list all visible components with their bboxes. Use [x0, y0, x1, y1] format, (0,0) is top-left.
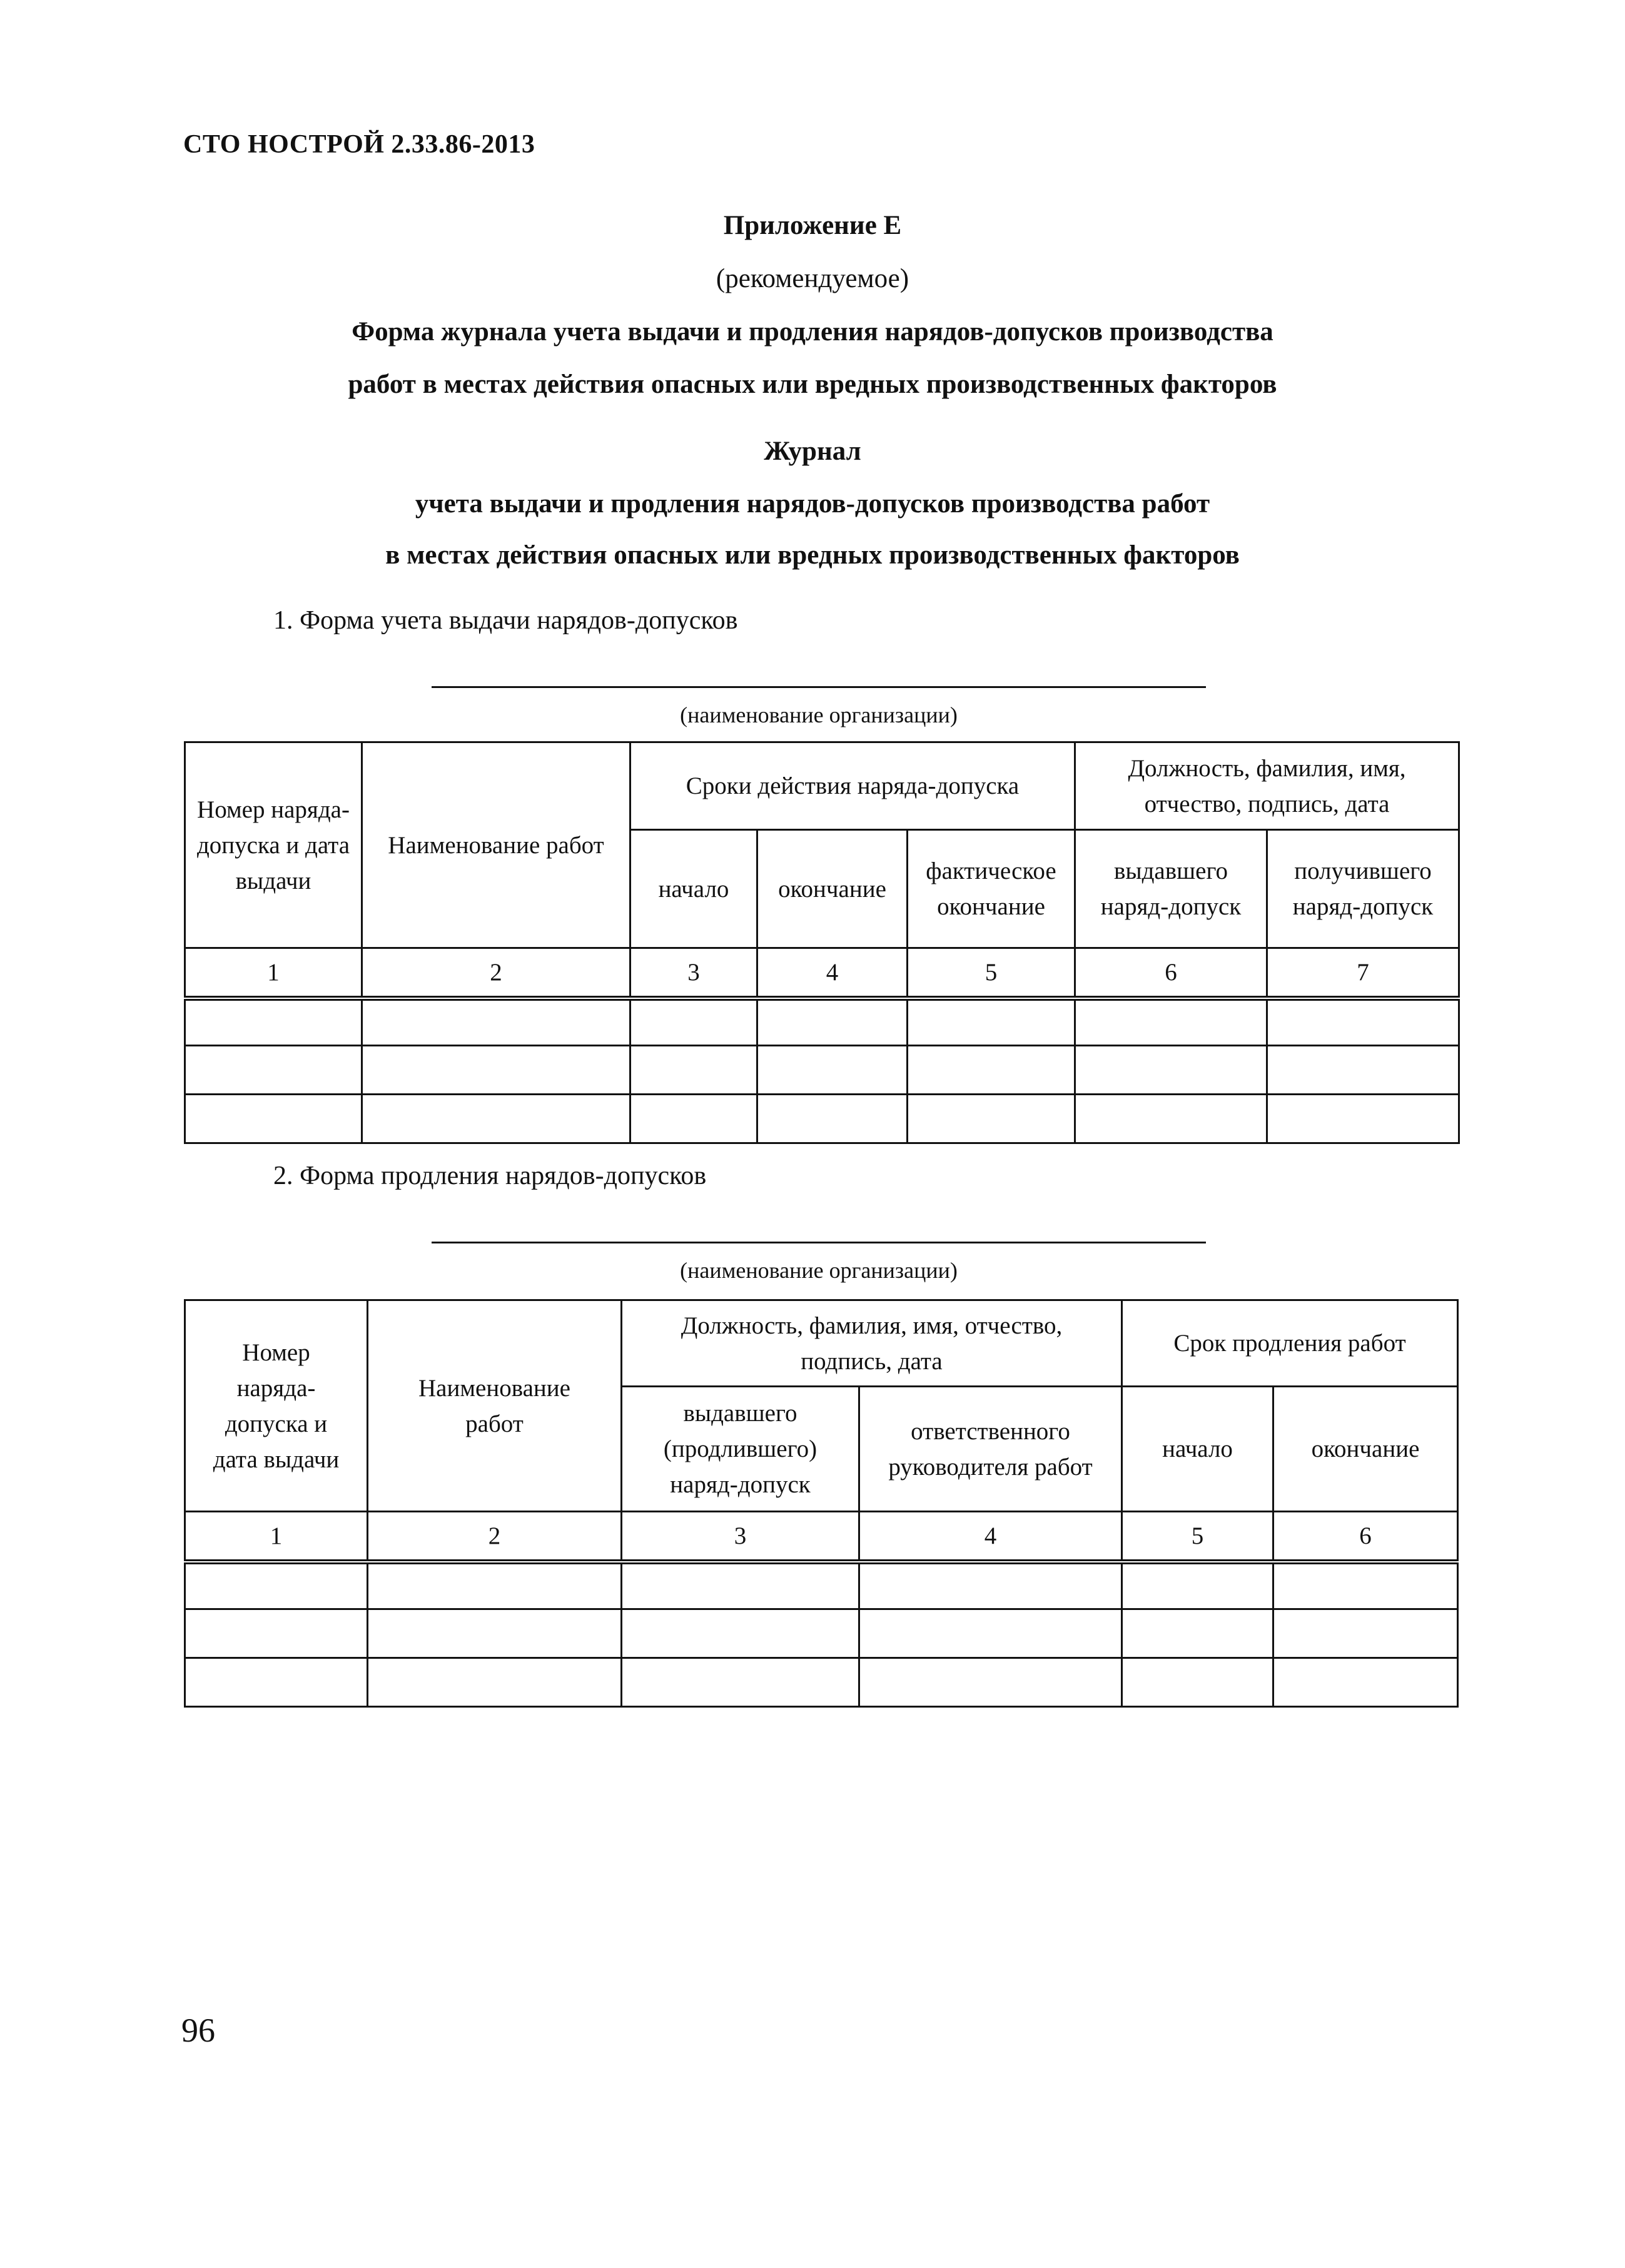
form1-header-start: начало — [630, 830, 757, 948]
form2-header-work-name: Наименование работ — [368, 1300, 622, 1512]
form1-empty-row — [185, 1095, 1459, 1143]
form2-header-issuer: выдавшего (продлившего) наряд-допуск — [622, 1387, 859, 1512]
form2-empty-cell[interactable] — [622, 1658, 859, 1707]
appendix-title: Приложение Е — [723, 211, 902, 240]
appendix-status: (рекомендуемое) — [716, 264, 909, 293]
form1-header-receiver: получившего наряд-допуск — [1267, 830, 1459, 948]
form2-column-number: 5 — [1122, 1512, 1273, 1562]
form2-table — [184, 1299, 1459, 1708]
page-number: 96 — [181, 2012, 215, 2049]
form1-column-number: 2 — [362, 948, 630, 998]
form1-empty-cell[interactable] — [362, 1095, 630, 1143]
form1-heading: 1. Форма учета выдачи нарядов-допусков — [273, 606, 738, 635]
form1-table — [184, 741, 1460, 1144]
form2-header-end: окончание — [1273, 1387, 1458, 1512]
form1-column-number: 3 — [630, 948, 757, 998]
form2-empty-cell[interactable] — [368, 1658, 622, 1707]
form1-column-number: 4 — [757, 948, 908, 998]
form1-empty-cell[interactable] — [630, 1046, 757, 1095]
form1-empty-cell[interactable] — [362, 998, 630, 1046]
form1-header-number: Номер наряда-допуска и дата выдачи — [185, 742, 362, 948]
form1-empty-cell[interactable] — [630, 998, 757, 1046]
form2-header-start: начало — [1122, 1387, 1273, 1512]
form1-empty-cell[interactable] — [757, 1095, 908, 1143]
form2-empty-row — [185, 1658, 1458, 1707]
form1-header-issuer: выдавшего наряд-допуск — [1075, 830, 1267, 948]
form2-heading: 2. Форма продления нарядов-допусков — [273, 1162, 707, 1190]
form1-empty-cell[interactable] — [185, 1046, 362, 1095]
form1-empty-cell[interactable] — [908, 1046, 1075, 1095]
form1-empty-row — [185, 1046, 1459, 1095]
form2-empty-cell[interactable] — [622, 1609, 859, 1658]
form2-empty-cell[interactable] — [1273, 1658, 1458, 1707]
form1-empty-cell[interactable] — [1075, 1095, 1267, 1143]
form1-header-validity: Сроки действия наряда-допуска — [630, 742, 1075, 830]
form1-empty-cell[interactable] — [185, 998, 362, 1046]
form2-header-signatures: Должность, фамилия, имя, отчество, подпись, дата — [622, 1300, 1122, 1387]
form1-empty-cell[interactable] — [757, 1046, 908, 1095]
form2-column-number: 4 — [859, 1512, 1122, 1562]
form2-empty-cell[interactable] — [185, 1609, 368, 1658]
form2-empty-row — [185, 1562, 1458, 1609]
form2-organization-line — [432, 1242, 1206, 1243]
form2-empty-cell[interactable] — [185, 1562, 368, 1609]
form2-empty-cell[interactable] — [859, 1609, 1122, 1658]
form1-empty-row — [185, 998, 1459, 1046]
form2-empty-cell[interactable] — [1273, 1609, 1458, 1658]
form1-empty-cell[interactable] — [630, 1095, 757, 1143]
form1-organization-line — [432, 686, 1206, 688]
form2-empty-cell[interactable] — [859, 1658, 1122, 1707]
form1-column-number: 7 — [1267, 948, 1459, 998]
form1-header-work-name: Наименование работ — [362, 742, 630, 948]
form2-organization-caption: (наименование организации) — [680, 1258, 958, 1283]
form1-header-end: окончание — [757, 830, 908, 948]
journal-subtitle-line-2: в местах действия опасных или вредных производственных факторов — [385, 540, 1240, 570]
form1-column-number: 1 — [185, 948, 362, 998]
form1-column-number: 6 — [1075, 948, 1267, 998]
document-code: СТО НОСТРОЙ 2.33.86-2013 — [183, 130, 535, 159]
form2-empty-cell[interactable] — [1273, 1562, 1458, 1609]
form2-column-number: 3 — [622, 1512, 859, 1562]
form-title-line-2: работ в местах действия опасных или вредных производственных факторов — [348, 370, 1277, 399]
form2-empty-row — [185, 1609, 1458, 1658]
form2-empty-cell[interactable] — [368, 1609, 622, 1658]
form1-empty-cell[interactable] — [185, 1095, 362, 1143]
form1-column-number: 5 — [908, 948, 1075, 998]
form2-empty-cell[interactable] — [185, 1658, 368, 1707]
form2-empty-cell[interactable] — [1122, 1609, 1273, 1658]
form1-header-signatures: Должность, фамилия, имя, отчество, подпись, дата — [1075, 742, 1459, 830]
form1-empty-cell[interactable] — [1075, 998, 1267, 1046]
form1-empty-cell[interactable] — [1267, 1046, 1459, 1095]
form1-empty-cell[interactable] — [908, 998, 1075, 1046]
form1-empty-cell[interactable] — [757, 998, 908, 1046]
form2-header-extension: Срок продления работ — [1122, 1300, 1458, 1387]
form2-column-number: 2 — [368, 1512, 622, 1562]
form2-empty-cell[interactable] — [859, 1562, 1122, 1609]
form2-empty-cell[interactable] — [368, 1562, 622, 1609]
form1-empty-cell[interactable] — [908, 1095, 1075, 1143]
form1-empty-cell[interactable] — [1075, 1046, 1267, 1095]
form2-header-number: Номер наряда-допуска и дата выдачи — [185, 1300, 368, 1512]
form2-column-number: 6 — [1273, 1512, 1458, 1562]
form1-empty-cell[interactable] — [362, 1046, 630, 1095]
form2-empty-cell[interactable] — [1122, 1562, 1273, 1609]
form1-empty-cell[interactable] — [1267, 1095, 1459, 1143]
form2-empty-cell[interactable] — [622, 1562, 859, 1609]
form1-header-actual-end: фактическое окончание — [908, 830, 1075, 948]
form-title-line-1: Форма журнала учета выдачи и продления нарядов-допусков производства — [352, 317, 1273, 347]
form2-column-number: 1 — [185, 1512, 368, 1562]
form2-empty-cell[interactable] — [1122, 1658, 1273, 1707]
form1-empty-cell[interactable] — [1267, 998, 1459, 1046]
form2-header-supervisor: ответственного руководителя работ — [859, 1387, 1122, 1512]
journal-title: Журнал — [764, 437, 861, 466]
form1-organization-caption: (наименование организации) — [680, 702, 958, 727]
journal-subtitle-line-1: учета выдачи и продления нарядов-допусков производства работ — [415, 489, 1210, 519]
